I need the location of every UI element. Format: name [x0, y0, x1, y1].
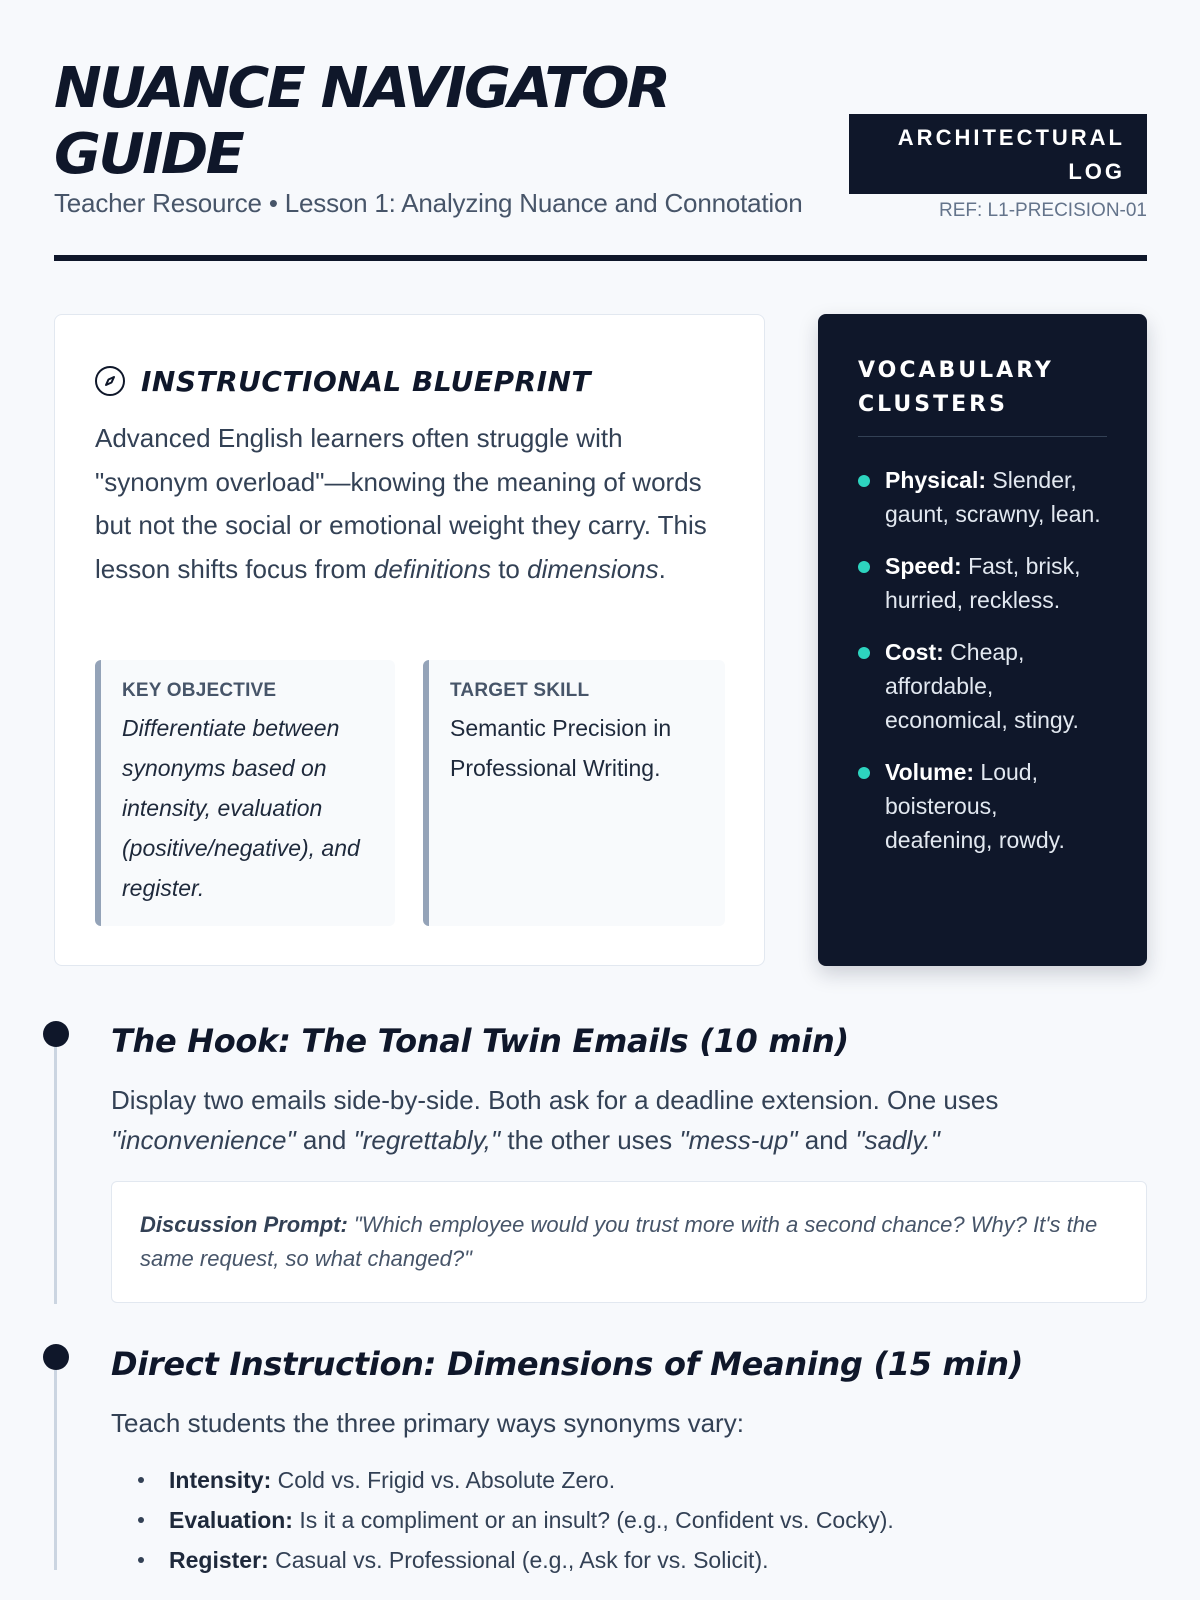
- page-subtitle: Teacher Resource • Lesson 1: Analyzing Nuance and Connotation: [54, 188, 803, 218]
- blueprint-cards: [95, 660, 725, 932]
- reference-code: REF: L1-PRECISION-01: [939, 200, 1147, 221]
- discussion-prompt-box: [111, 1181, 1147, 1303]
- page-title: NUANCE NAVIGATOR GUIDE: [54, 56, 669, 187]
- bullet-dot-icon: [858, 647, 870, 659]
- vocab-item-physical: Physical: Slender, gaunt, scrawny, lean.: [858, 463, 1107, 531]
- blueprint-heading: [95, 359, 724, 403]
- hook-section-text: Display two emails side-by-side. Both ask for a deadline extension. One uses "inconvenience" and "regrettably," the other uses "mess-up" and "sadly.": [111, 1085, 999, 1155]
- timeline-line: [54, 1034, 57, 1304]
- architectural-log-badge: ARCHITECTURAL LOG: [849, 114, 1147, 194]
- instructional-blueprint-card: [54, 314, 765, 966]
- bullet-dot-icon: [858, 561, 870, 573]
- key-objective-text: Differentiate between synonyms based on intensity, evaluation (positive/negative), and register.: [122, 715, 360, 901]
- key-objective-card: [95, 660, 395, 926]
- compass-icon: [95, 366, 125, 396]
- bullet-dot-icon: [858, 475, 870, 487]
- dimension-item-register: Register: Casual vs. Professional (e.g., Ask for vs. Solicit).: [111, 1540, 894, 1580]
- target-skill-card: [423, 660, 725, 926]
- timeline-line: [54, 1357, 57, 1570]
- blueprint-description: Advanced English learners often struggle with "synonym overload"—knowing the meaning of words but not the social or emotional weight they carry. This lesson shifts focus from definitions to dimensions.: [95, 423, 707, 584]
- target-skill-text: Semantic Precision in Professional Writing.: [450, 715, 672, 781]
- blueprint-title: INSTRUCTIONAL BLUEPRINT: [141, 364, 592, 398]
- target-skill-label: TARGET SKILL: [450, 680, 590, 701]
- vocabulary-title: VOCABULARY CLUSTERS: [858, 354, 1107, 437]
- vocab-item-volume: Volume: Loud, boisterous, deafening, rowdy.: [858, 755, 1107, 857]
- dimension-item-intensity: Intensity: Cold vs. Frigid vs. Absolute Zero.: [111, 1460, 894, 1500]
- vocabulary-list: [858, 463, 1107, 857]
- instruction-intro: Teach students the three primary ways synonyms vary:: [111, 1408, 744, 1438]
- vocab-item-cost: Cost: Cheap, affordable, economical, stingy.: [858, 635, 1107, 737]
- bullet-dot-icon: [858, 767, 870, 779]
- dimension-item-evaluation: Evaluation: Is it a compliment or an insult? (e.g., Confident vs. Cocky).: [111, 1500, 894, 1540]
- hook-section-title: The Hook: The Tonal Twin Emails (10 min): [111, 1022, 849, 1060]
- instruction-section-title: Direct Instruction: Dimensions of Meaning (15 min): [111, 1345, 1024, 1383]
- vocabulary-clusters-panel: [818, 314, 1147, 966]
- discussion-prompt-text: "Which employee would you trust more with a second chance? Why? It's the same request, so what changed?": [140, 1212, 1098, 1271]
- timeline-dot-icon: [43, 1344, 69, 1370]
- vocab-item-speed: Speed: Fast, brisk, hurried, reckless.: [858, 549, 1107, 617]
- dimensions-list: [111, 1460, 894, 1580]
- page-header: [54, 56, 1147, 261]
- key-objective-label: KEY OBJECTIVE: [122, 680, 277, 701]
- discussion-prompt-label: Discussion Prompt:: [140, 1212, 348, 1237]
- timeline-dot-icon: [43, 1021, 69, 1047]
